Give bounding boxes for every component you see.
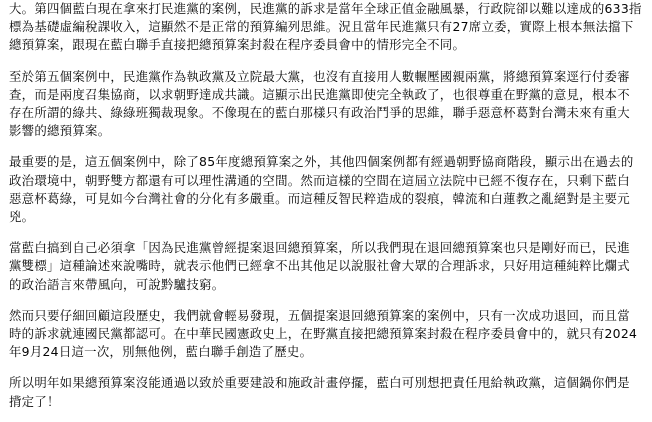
post-paragraph: 然而只要仔細回顧這段歷史，我們就會輕易發現，五個提案退回總預算案的案例中，只有一次成功退回，而且當時的訴求就連國民黨都認可。在中華民國憲政史上，在野黨直接把總預算案封殺在程序委員會中的，就只有2024年9月24日這一次，別無他例，藍白聯手創造了歷史。	[9, 307, 638, 360]
post-paragraph: 至於第五個案例中，民進黨作為執政黨及立院最大黨，也沒有直接用人數輾壓國親兩黨，將總預算案逕行付委審查，而是兩度召集協商，以求朝野達成共識。這顯示出民進黨即使完全執政了，也很尊重在野黨的意見，根本不存在所謂的綠共、綠綠班獨裁現象。不像現在的藍白那樣只有政治鬥爭的思維，聯手惡意杯葛對台灣未來有重大影響的總預算案。	[9, 68, 630, 139]
post-paragraph: 最重要的是，這五個案例中，除了85年度總預算案之外，其他四個案例都有經過朝野協商階段，顯示出在過去的政治環境中，朝野雙方都還有可以理性溝通的空間。然而這樣的空間在這屆立法院中已經不復存在，只剩下藍白惡意杯葛綠，可見如今台灣社會的分化有多嚴重。而這種反智民粹造成的裂痕，韓流和白蓮教之亂絕對是主要元兇。	[9, 154, 634, 225]
post-paragraph: 所以明年如果總預算案沒能通過以致於重要建設和施政計畫停擺，藍白可別想把責任甩給執政黨，這個鍋你們是揹定了！	[9, 375, 630, 409]
post-paragraph: 當藍白搞到自己必須拿「因為民進黨曾經提案退回總預算案，所以我們現在退回總預算案也只是剛好而已，民進黨雙標」這種論述來說嘴時，就表示他們已經拿不出其他足以說服社會大眾的合理訴求，只好用這種純粹比爛式的政治語言來帶風向，可說黔驢技窮。	[9, 240, 630, 292]
post-paragraph: 大。第四個藍白現在拿來打民進黨的案例，民進黨的訴求是當年全球正值金融風暴，行政院卻以難以達成的633指標為基礎虛編稅課收入，這顯然不是正常的預算編列思維。況且當年民進黨只有27席立委，實際上根本無法擋下總預算案，跟現在藍白聯手直接把總預算案封殺在程序委員會中的情形完全不同。	[9, 1, 642, 53]
